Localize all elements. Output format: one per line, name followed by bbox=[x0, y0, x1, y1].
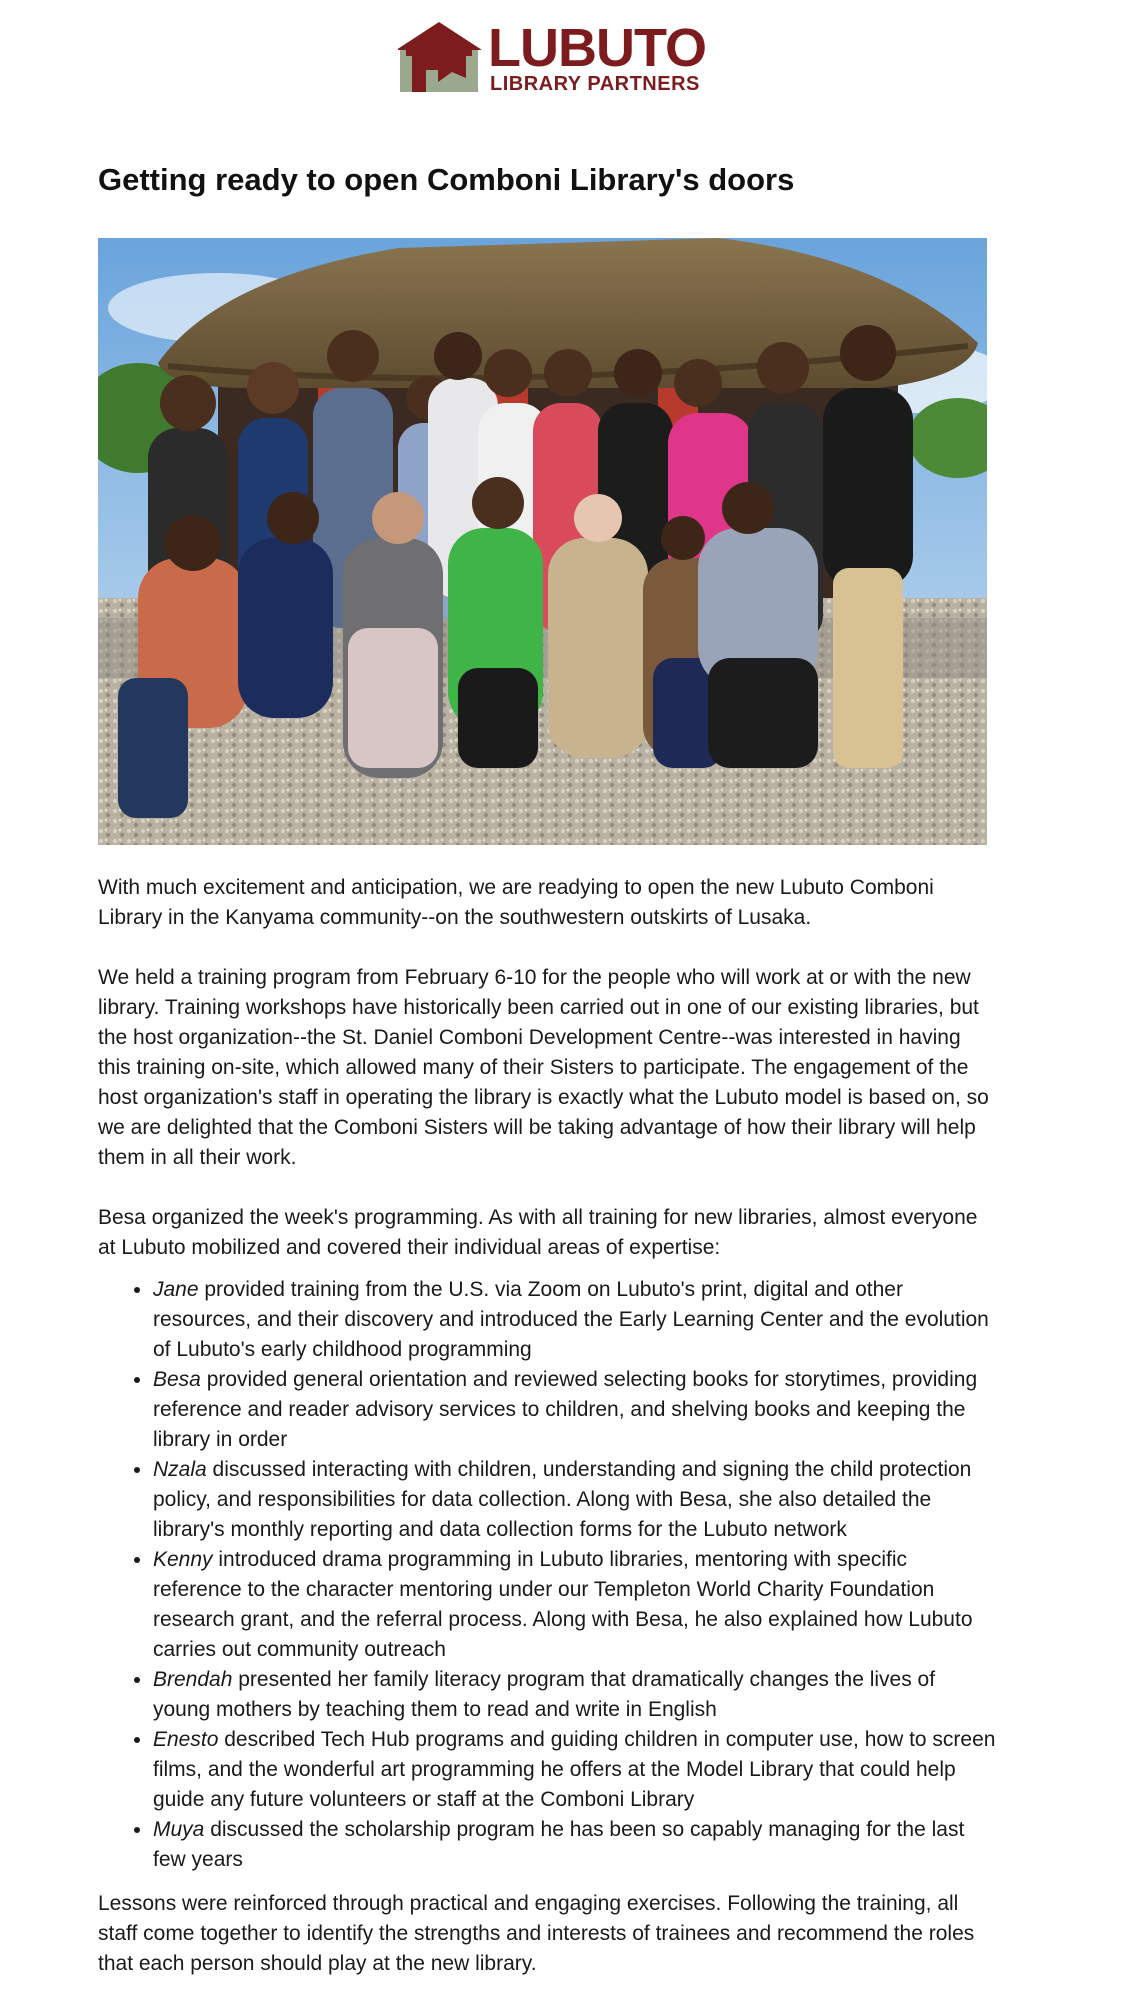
article-body bbox=[98, 873, 998, 2009]
staff-name: Nzala bbox=[153, 1458, 207, 1481]
staff-description: discussed interacting with children, understanding and signing the child protection policy, and responsibilities for data collection. Along with Besa, she also detailed the library's monthly reporting and data collection forms for the Lubuto network bbox=[153, 1458, 972, 1541]
list-item bbox=[153, 1545, 998, 1665]
programming-paragraph: Besa organized the week's programming. As with all training for new libraries, almost everyone at Lubuto mobilized and covered their individual areas of expertise: bbox=[98, 1206, 978, 1259]
intro-paragraph: With much excitement and anticipation, we are readying to open the new Lubuto Comboni Library in the Kanyama community--on the southwestern outskirts of Lusaka. bbox=[98, 876, 934, 929]
staff-description: described Tech Hub programs and guiding children in computer use, how to screen films, and the wonderful art programming he offers at the Model Library that could help guide any future volunteers or staff at the Comboni Library bbox=[153, 1728, 996, 1811]
closing-paragraph: Lessons were reinforced through practical and engaging exercises. Following the training, all staff come together to identify the strengths and interests of trainees and recommend the roles that each person should play at the new library. bbox=[98, 1892, 975, 1975]
training-paragraph: We held a training program from February 6-10 for the people who will work at or with the new library. Training workshops have historically been carried out in one of our existing libraries, but the host organization--the St. Daniel Comboni Development Centre--was interested in having this training on-site, which allowed many of their Sisters to participate. The engagement of the host organization's staff in operating the library is exactly what the Lubuto model is based on, so we are delighted that the Comboni Sisters will be taking advantage of how their library will help them in all their work. bbox=[98, 966, 989, 1169]
staff-contribution-list bbox=[98, 1275, 998, 1875]
staff-name: Muya bbox=[153, 1818, 205, 1841]
staff-description: introduced drama programming in Lubuto libraries, mentoring with specific reference to the character mentoring under our Templeton World Charity Foundation research grant, and the referral process. Along with Besa, he also explained how Lubuto carries out community outreach bbox=[153, 1548, 973, 1661]
staff-name: Brendah bbox=[153, 1668, 233, 1691]
logo-wordmark: LUBUTO bbox=[488, 18, 706, 78]
staff-description: discussed the scholarship program he has been so capably managing for the last few years bbox=[153, 1818, 965, 1871]
list-item bbox=[153, 1815, 998, 1875]
house-icon bbox=[398, 22, 482, 94]
list-item bbox=[153, 1365, 998, 1455]
list-item bbox=[153, 1665, 998, 1725]
staff-description: presented her family literacy program that dramatically changes the lives of young mothers by teaching them to read and write in English bbox=[153, 1668, 936, 1721]
lubuto-logo[interactable] bbox=[398, 18, 706, 96]
logo-tagline: LIBRARY PARTNERS bbox=[490, 73, 700, 95]
list-item bbox=[153, 1725, 998, 1815]
staff-name: Jane bbox=[153, 1278, 199, 1301]
group-photo bbox=[98, 238, 987, 845]
article-title: Getting ready to open Comboni Library's doors bbox=[98, 162, 795, 197]
list-item bbox=[153, 1455, 998, 1545]
staff-name: Besa bbox=[153, 1368, 201, 1391]
group-photo-icon bbox=[98, 238, 987, 845]
staff-name: Enesto bbox=[153, 1728, 219, 1751]
list-item bbox=[153, 1275, 998, 1365]
staff-description: provided general orientation and reviewed selecting books for storytimes, providing reference and reader advisory services to children, and shelving books and keeping the library in order bbox=[153, 1368, 978, 1451]
staff-description: provided training from the U.S. via Zoom on Lubuto's print, digital and other resources, and their discovery and introduced the Early Learning Center and the evolution of Lubuto's early childhood programming bbox=[153, 1278, 989, 1361]
staff-name: Kenny bbox=[153, 1548, 213, 1571]
